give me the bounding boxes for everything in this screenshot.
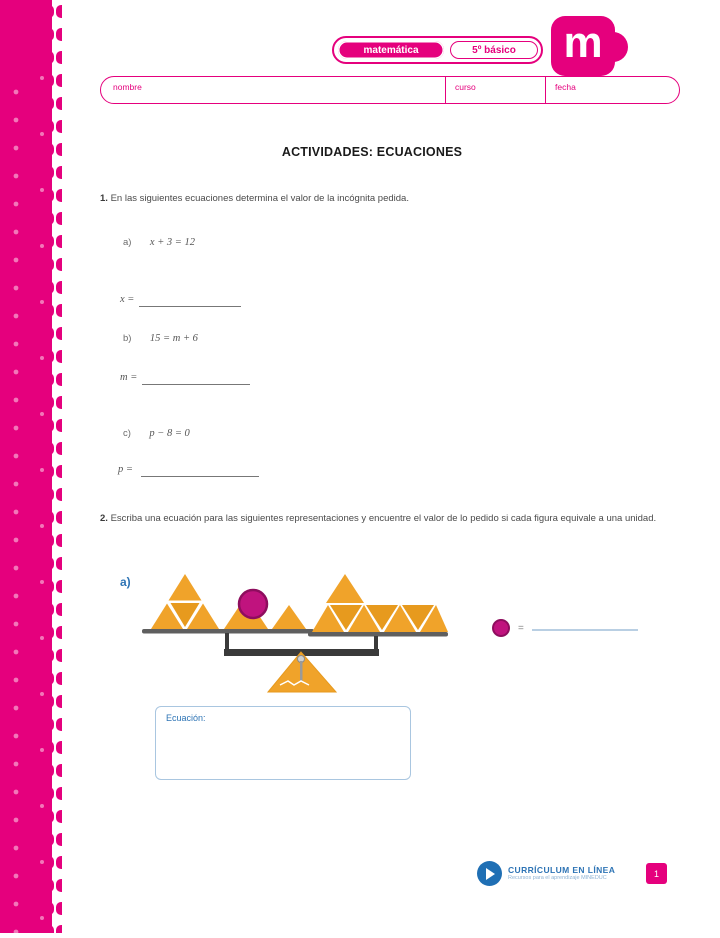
item-b-equation: 15 = m + 6 bbox=[149, 333, 198, 344]
exercise2-item-a-label: a) bbox=[120, 575, 131, 589]
triangle bbox=[169, 574, 202, 601]
item-c-answer-row bbox=[118, 459, 259, 477]
sphere-answer-row bbox=[492, 619, 638, 637]
item-b-label: b) bbox=[123, 333, 132, 344]
m-logo: m bbox=[551, 16, 615, 76]
item-a-equation-row bbox=[123, 232, 195, 250]
item-c-answer-prefix: p = bbox=[118, 464, 133, 475]
item-b-answer-line[interactable] bbox=[142, 375, 250, 385]
balance-scale-figure bbox=[140, 568, 450, 696]
exercise1-text: En las siguientes ecuaciones determina el valor de la incógnita pedida. bbox=[110, 193, 409, 204]
item-a-answer-prefix: x = bbox=[120, 294, 135, 305]
field-divider bbox=[545, 77, 546, 103]
item-a-answer-row bbox=[120, 289, 241, 307]
exercise1-number: 1. bbox=[100, 193, 108, 204]
sphere-answer-line[interactable] bbox=[532, 629, 638, 631]
item-b-answer-row bbox=[120, 367, 250, 385]
decorative-left-border bbox=[0, 0, 64, 933]
item-b-equation-row bbox=[123, 328, 198, 346]
play-arrow-icon bbox=[477, 861, 502, 886]
item-b-answer-prefix: m = bbox=[120, 372, 138, 383]
student-info-bar bbox=[100, 76, 680, 104]
item-c-equation-row bbox=[123, 423, 190, 441]
curriculum-logo-subtext: Recursos para el aprendizaje MINEDUC bbox=[508, 875, 607, 882]
item-c-answer-line[interactable] bbox=[141, 467, 259, 477]
equation-answer-box[interactable] bbox=[155, 706, 411, 780]
curriculum-logo bbox=[477, 861, 615, 886]
exercise2-statement bbox=[100, 512, 660, 526]
item-c-equation: p − 8 = 0 bbox=[149, 428, 190, 439]
date-field-label: fecha bbox=[555, 82, 576, 92]
item-a-answer-line[interactable] bbox=[139, 297, 241, 307]
name-field-label: nombre bbox=[113, 82, 142, 92]
item-a-equation: x + 3 = 12 bbox=[149, 237, 195, 248]
field-divider bbox=[445, 77, 446, 103]
page-title: ACTIVIDADES: ECUACIONES bbox=[281, 145, 463, 159]
exercise2-number: 2. bbox=[100, 513, 108, 524]
exercise2-text: Escriba una ecuación para las siguientes representaciones y encuentre el valor de lo pedido si cada figura equivale a una unidad. bbox=[110, 513, 657, 524]
item-c-label: c) bbox=[123, 428, 131, 439]
equation-box-label: Ecuación: bbox=[166, 713, 206, 723]
grade-badge: 5º básico bbox=[450, 41, 538, 59]
page-number-badge: 1 bbox=[646, 863, 667, 884]
curriculum-logo-text: CURRÍCULUM EN LÍNEA bbox=[508, 865, 616, 876]
subject-badge-group bbox=[332, 36, 543, 64]
course-field-label: curso bbox=[455, 82, 476, 92]
subject-badge: matemática bbox=[338, 41, 444, 59]
sphere bbox=[239, 590, 267, 618]
sphere-icon bbox=[492, 619, 510, 637]
item-a-label: a) bbox=[123, 237, 132, 248]
equals-sign: = bbox=[518, 622, 524, 634]
exercise1-statement bbox=[100, 192, 660, 206]
